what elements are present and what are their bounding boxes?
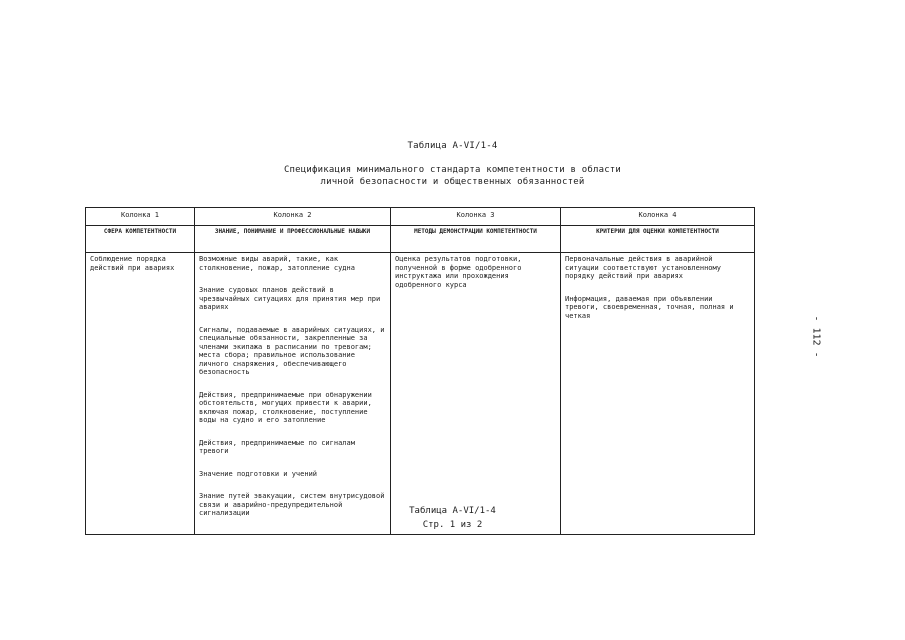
column-header: ЗНАНИЕ, ПОНИМАНИЕ И ПРОФЕССИОНАЛЬНЫЕ НАВЫКИ (195, 226, 391, 253)
column-header: СФЕРА КОМПЕТЕНТНОСТИ (86, 226, 195, 253)
column-header: КРИТЕРИИ ДЛЯ ОЦЕНКИ КОМПЕТЕНТНОСТИ (561, 226, 755, 253)
table-subtitle-line-2: личной безопасности и общественных обязанностей (320, 177, 585, 187)
knowledge-paragraph: Действия, предпринимаемые по сигналам тревоги (199, 438, 355, 455)
column-number-row (86, 208, 755, 226)
column-number: Колонка 1 (86, 208, 195, 226)
criteria-paragraph: Информация, даваемая при объявлении тревоги, своевременная, точная, полная и четкая (565, 294, 734, 320)
knowledge-cell (195, 253, 391, 535)
evaluation-criteria-cell (561, 253, 755, 535)
knowledge-paragraph: Действия, предпринимаемые при обнаружении обстоятельств, могущих привести к аварии, включая пожар, столкновение, поступление воды на судно и его затопление (199, 390, 372, 424)
knowledge-paragraph: Сигналы, подаваемые в аварийных ситуациях, и специальные обязанности, закрепленные за членами экипажа в расписании по тревогам; места сбора; правильное использование личного снаряжения, обеспечивающего безопасность (199, 325, 385, 376)
knowledge-paragraph: Знание судовых планов действий в чрезвычайных ситуациях для принятия мер при авариях (199, 286, 381, 311)
competence-table (85, 207, 755, 535)
demonstration-method-cell (391, 253, 561, 535)
table-row (86, 253, 755, 535)
column-header-row (86, 226, 755, 253)
competence-area-text: Соблюдение порядка действий при авариях (90, 255, 175, 272)
knowledge-paragraph: Значение подготовки и учений (199, 469, 318, 478)
column-number: Колонка 4 (561, 208, 755, 226)
side-page-number: - 112 - (810, 315, 822, 358)
competence-area-cell (86, 253, 195, 535)
table-title: Таблица А-VI/1-4 (407, 141, 498, 151)
knowledge-paragraph: Возможные виды аварий, такие, как столкновение, пожар, затопление судна (199, 255, 355, 272)
knowledge-paragraph: Знание путей эвакуации, систем внутрисудовой связи и аварийно-предупредительной сигнализации (199, 492, 385, 517)
footer-page-indicator: Стр. 1 из 2 (422, 520, 483, 530)
column-number: Колонка 3 (391, 208, 561, 226)
criteria-paragraph: Первоначальные действия в аварийной ситуации соответствуют установленному порядку действий при авариях (565, 255, 721, 280)
footer-table-reference: Таблица А-VI/1-4 (409, 506, 496, 516)
demonstration-method-text: Оценка результатов подготовки, полученной в форме одобренного инструктажа или прохождения одобренного курса (395, 255, 522, 289)
column-header: МЕТОДЫ ДЕМОНСТРАЦИИ КОМПЕТЕНТНОСТИ (391, 226, 561, 253)
column-number: Колонка 2 (195, 208, 391, 226)
table-subtitle-line-1: Спецификация минимального стандарта компетентности в области (283, 165, 622, 175)
